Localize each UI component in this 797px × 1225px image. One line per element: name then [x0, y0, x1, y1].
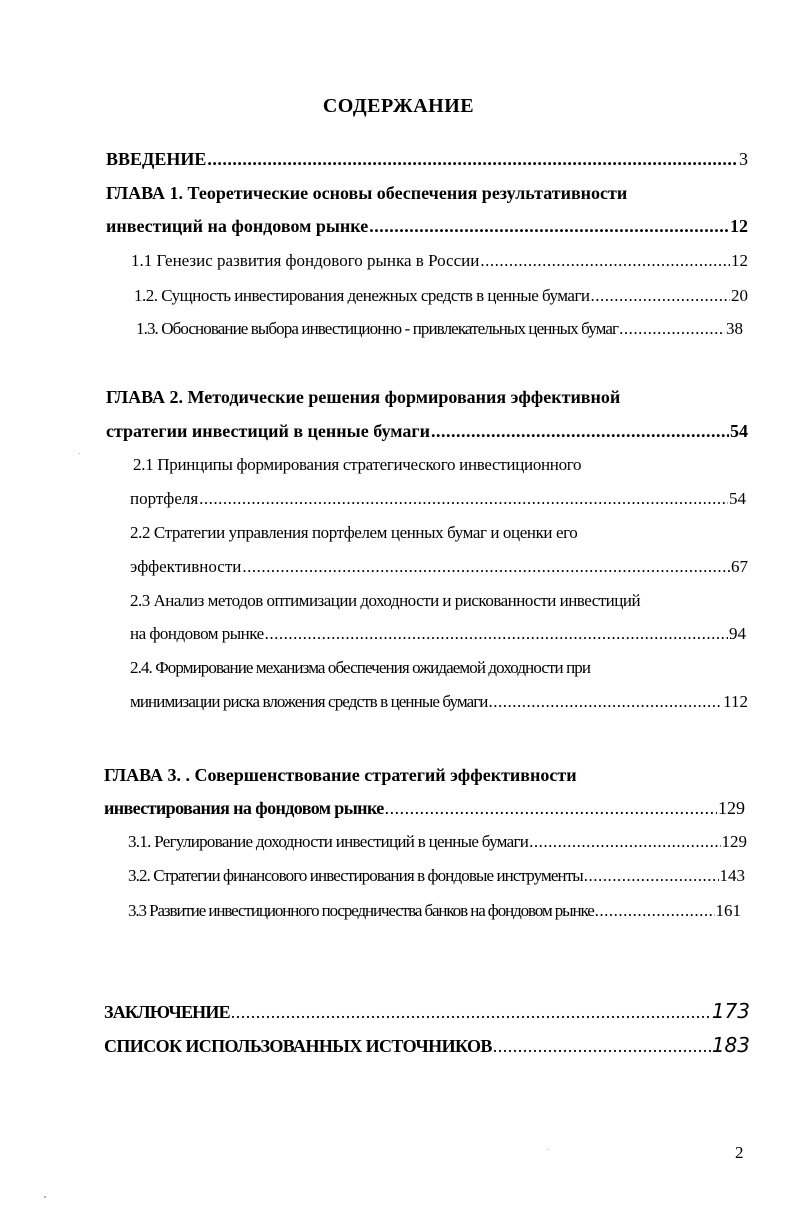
toc-entry-label: 1.1 Генезис развития фондового рынка в России: [131, 251, 480, 270]
toc-entry-1-2: [134, 283, 748, 309]
toc-entry-2-1-cont: [130, 486, 746, 512]
leader-dots: [199, 486, 728, 512]
toc-entry-1-3: [136, 316, 743, 342]
toc-entry-page: 3: [739, 149, 748, 169]
toc-entry-page: 112: [723, 692, 748, 711]
scan-speck: [548, 1149, 549, 1150]
leader-dots: [480, 248, 730, 274]
toc-entry-page: 94: [729, 624, 746, 643]
toc-entry-page-handwritten: 183: [711, 1033, 750, 1057]
toc-entry-page-handwritten: 173: [711, 999, 750, 1023]
toc-entry-2-3-cont: [130, 621, 746, 647]
chapter-3-heading: ГЛАВА 3. . Совершенствование стратегий эффективности: [104, 765, 577, 785]
toc-entry-page: 129: [718, 798, 745, 818]
toc-entry-page: 12: [731, 251, 748, 270]
toc-entry-2-2: 2.2 Стратегии управления портфелем ценных бумаг и оценки его: [130, 523, 578, 542]
leader-dots: [529, 829, 720, 855]
chapter-2-heading: ГЛАВА 2. Методические решения формирования эффективной: [106, 387, 621, 407]
page-number: 2: [735, 1143, 744, 1162]
scan-speck: [79, 453, 80, 454]
toc-entry-label: стратегии инвестиций в ценные бумаги: [106, 421, 430, 441]
toc-entry-2-4-cont: [130, 689, 748, 715]
leader-dots: [584, 863, 719, 889]
toc-entry-page: 38: [726, 319, 743, 338]
toc-entry-1-1: [131, 248, 748, 274]
toc-entry-label: портфеля: [130, 489, 199, 508]
leader-dots: [595, 898, 715, 924]
leader-dots: [231, 999, 711, 1025]
toc-entry-label: 1.2. Сущность инвестирования денежных средств в ценные бумаги: [134, 286, 590, 305]
toc-entry-introduction: [106, 146, 748, 172]
toc-entry-2-3: 2.3 Анализ методов оптимизации доходности и рискованности инвестиций: [130, 591, 641, 610]
toc-entry-2-2-cont: [130, 554, 748, 580]
leader-dots: [265, 621, 728, 647]
toc-entry-label: СПИСОК ИСПОЛЬЗОВАННЫХ ИСТОЧНИКОВ: [104, 1036, 492, 1056]
page-title: СОДЕРЖАНИЕ: [322, 95, 475, 117]
leader-dots: [431, 418, 729, 444]
leader-dots: [369, 213, 729, 239]
toc-entry-label: 1.3. Обоснование выбора инвестиционно - привлекательных ценных бумаг: [136, 319, 619, 338]
toc-entry-3-3: [128, 898, 741, 924]
chapter-1-heading-cont: [106, 213, 748, 239]
toc-entry-conclusion: [104, 998, 750, 1024]
toc-entry-label: ЗАКЛЮЧЕНИЕ: [104, 1002, 230, 1022]
toc-entry-page: 54: [729, 489, 746, 508]
toc-entry-page: 161: [715, 901, 741, 920]
toc-entry-3-1: [128, 829, 747, 855]
toc-entry-label: 3.1. Регулирование доходности инвестиций в ценные бумаги: [128, 832, 529, 851]
toc-entry-page: 129: [721, 832, 747, 851]
leader-dots: [385, 795, 717, 821]
toc-entry-page: 67: [731, 557, 748, 576]
scan-speck: [44, 1196, 46, 1198]
toc-entry-page: 20: [731, 286, 748, 305]
toc-entry-label: инвестиций на фондовом рынке: [106, 216, 369, 236]
chapter-2-heading-cont: [106, 418, 748, 444]
toc-entry-label: 3.2. Стратегии финансового инвестирования в фондовые инструменты: [128, 866, 583, 885]
toc-entry-2-1: 2.1 Принципы формирования стратегического инвестиционного: [133, 455, 582, 474]
toc-entry-label: на фондовом рынке: [130, 624, 264, 643]
toc-entry-label: эффективности: [130, 557, 242, 576]
chapter-3-heading-cont: [104, 795, 745, 821]
leader-dots: [488, 689, 722, 715]
leader-dots: [591, 283, 730, 309]
toc-entry-2-4: 2.4. Формирование механизма обеспечения ожидаемой доходности при: [130, 658, 591, 677]
toc-entry-references: [104, 1032, 750, 1058]
leader-dots: [207, 146, 738, 172]
toc-entry-page: 54: [730, 421, 748, 441]
toc-entry-3-2: [128, 863, 745, 889]
leader-dots: [619, 316, 725, 342]
leader-dots: [242, 554, 730, 580]
toc-entry-page: 143: [719, 866, 745, 885]
chapter-1-heading: ГЛАВА 1. Теоретические основы обеспечения результативности: [106, 183, 628, 203]
toc-entry-label: ВВЕДЕНИЕ: [106, 149, 207, 169]
toc-entry-label: минимизации риска вложения средств в ценные бумаги: [130, 692, 488, 711]
toc-entry-page: 12: [730, 216, 748, 236]
toc-entry-label: инвестирования на фондовом рынке: [104, 798, 384, 818]
leader-dots: [493, 1033, 711, 1059]
toc-entry-label: 3.3 Развитие инвестиционного посредничества банков на фондовом рынке: [128, 901, 594, 920]
